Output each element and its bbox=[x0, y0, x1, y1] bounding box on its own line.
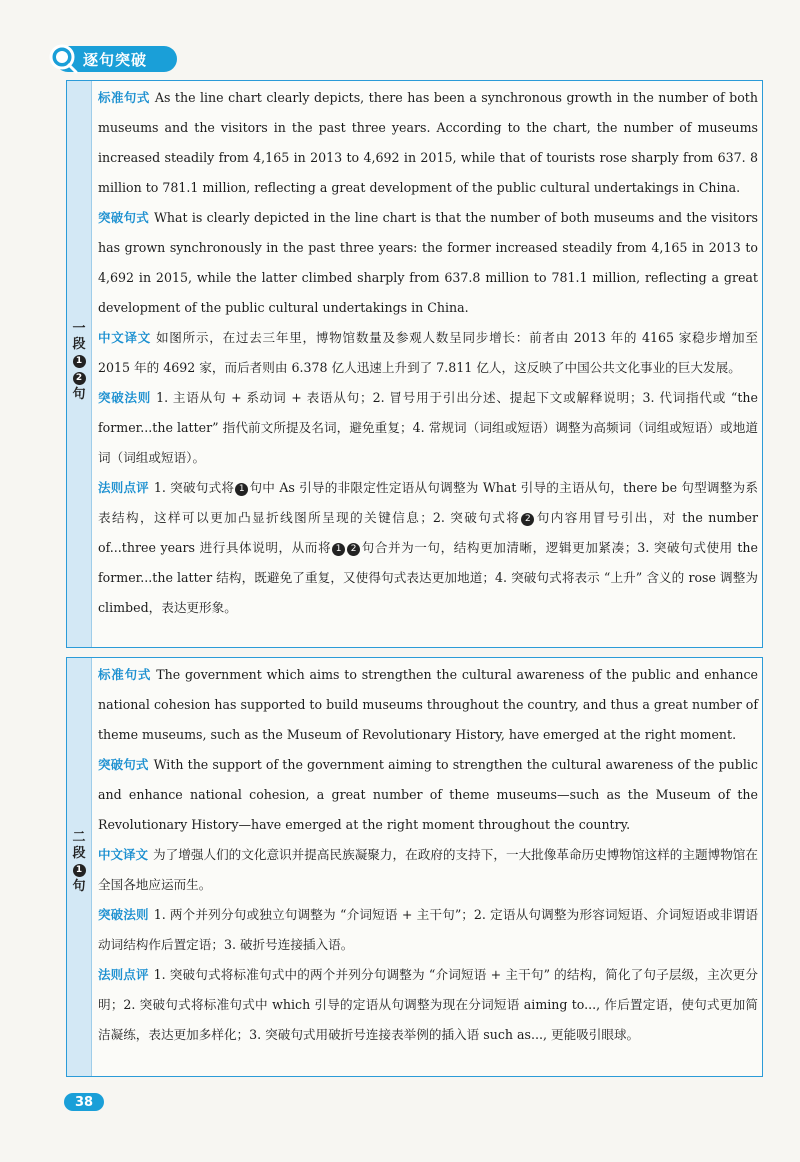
rules-comment bbox=[98, 473, 758, 623]
rules-label: 突破法则 bbox=[98, 390, 152, 405]
chinese-text: 为了增强人们的文化意识并提高民族凝聚力，在政府的支持下，一大批像革命历史博物馆这样的主题博物馆在全国各地应运而生。 bbox=[98, 847, 758, 892]
rules-label: 突破法则 bbox=[98, 907, 149, 922]
standard-label: 标准句式 bbox=[98, 667, 152, 682]
magnifier-icon bbox=[49, 44, 79, 74]
breakthrough-text: What is clearly depicted in the line chart is that the number of both museums and the visitors has grown synchronously in the past three years: the former increased steadily from 4,165 in 2013 to 4,692 in 2015, while the latter climbed sharply from 637.8 million to 781.1 million, reflecting a great development of the public cultural undertakings in China. bbox=[98, 210, 758, 315]
standard-label: 标准句式 bbox=[98, 90, 150, 105]
chinese-translation bbox=[98, 323, 758, 383]
breakthrough-rules bbox=[98, 900, 758, 960]
section-paragraph-1 bbox=[66, 80, 763, 648]
standard-text: As the line chart clearly depicts, there has been a synchronous growth in the number of both museums and the visitors in the past three years. According to the chart, the number of museums increased steadily from 4,165 in 2013 to 4,692 in 2015, while that of tourists rose sharply from 637. 8 million to 781.1 million, reflecting a great development of the public cultural undertakings in China. bbox=[98, 90, 758, 195]
section-header bbox=[55, 46, 177, 72]
side-label-char: 句 bbox=[72, 387, 86, 402]
comment-label: 法则点评 bbox=[98, 480, 149, 495]
comment-text: 句内容用冒号引出，对 the number of...three years 进行具体说明，从而将 bbox=[98, 510, 758, 555]
side-label-number: 1 bbox=[73, 355, 86, 368]
standard-sentence bbox=[98, 660, 758, 750]
comment-text: 1. 突破句式将标准句式中的两个并列分句调整为 “介词短语 + 主干句” 的结构，简化了句子层级，主次更分明；2. 突破句式将标准句式中 which 引导的定语从句调整为现在分词短语 aiming to..., 作后置定语，使句式更加简洁凝练，表达更加多样化；3. 突破句式用破折号连接表举例的插入语 such as..., 更能吸引眼球。 bbox=[98, 967, 758, 1042]
standard-sentence bbox=[98, 83, 758, 203]
side-label-char: 段 bbox=[72, 846, 86, 861]
rules-text: 1. 两个并列分句或独立句调整为 “介词短语 + 主干句”；2. 定语从句调整为形容词短语、介词短语或非谓语动词结构作后置定语；3. 破折号连接插入语。 bbox=[98, 907, 758, 952]
sentence-number-badge: 2 bbox=[521, 513, 534, 526]
header-title: 逐句突破 bbox=[83, 50, 148, 69]
chinese-label: 中文译文 bbox=[98, 330, 151, 345]
comment-text: 句合并为一句，结构更加清晰，逻辑更加紧凑；3. 突破句式使用 the former...the latter 结构，既避免了重复，又使得句式表达更加地道；4. 突破句式将表示 “上升” 含义的 rose 调整为 climbed，表达更形象。 bbox=[98, 540, 758, 615]
side-label-1 bbox=[70, 321, 88, 403]
comment-text: 1. 突破句式将 bbox=[153, 480, 235, 495]
side-label-number: 2 bbox=[73, 372, 86, 385]
breakthrough-rules bbox=[98, 383, 758, 473]
section-content bbox=[92, 81, 762, 647]
breakthrough-label: 突破句式 bbox=[98, 210, 149, 225]
side-label-char: 段 bbox=[72, 337, 86, 352]
rules-comment bbox=[98, 960, 758, 1050]
chinese-text: 如图所示，在过去三年里，博物馆数量及参观人数呈同步增长：前者由 2013 年的 4165 家稳步增加至 2015 年的 4692 家，而后者则由 6.378 亿人迅速上升到了 7.811 亿人，这反映了中国公共文化事业的巨大发展。 bbox=[98, 330, 758, 375]
section-content bbox=[92, 658, 762, 1076]
breakthrough-sentence bbox=[98, 203, 758, 323]
comment-label: 法则点评 bbox=[98, 967, 149, 982]
page-number: 38 bbox=[64, 1093, 104, 1111]
side-label-number: 1 bbox=[73, 864, 86, 877]
comment-text: 句中 As 引导的非限定性定语从句调整为 What 引导的主语从句，there be 句型调整为系表结构，这样可以更加凸显折线图所呈现的关键信息；2. 突破句式将 bbox=[98, 480, 758, 525]
sentence-number-badge: 1 bbox=[235, 483, 248, 496]
sentence-number-badge: 2 bbox=[347, 543, 360, 556]
sentence-number-badge: 1 bbox=[332, 543, 345, 556]
standard-text: The government which aims to strengthen the cultural awareness of the public and enhance national cohesion has supported to build museums throughout the country, and thus a great number of theme museums, such as the Museum of Revolutionary History, have emerged at the right moment. bbox=[98, 667, 758, 742]
breakthrough-text: With the support of the government aiming to strengthen the cultural awareness of the public and enhance national cohesion, a great number of theme museums—such as the Museum of the Revolutionary History—have emerged at the right moment throughout the country. bbox=[98, 757, 758, 832]
section-paragraph-2 bbox=[66, 657, 763, 1077]
side-label-char: 句 bbox=[72, 879, 86, 894]
breakthrough-label: 突破句式 bbox=[98, 757, 149, 772]
chinese-translation bbox=[98, 840, 758, 900]
side-label-2 bbox=[70, 830, 88, 895]
rules-text: 1. 主语从句 + 系动词 + 表语从句；2. 冒号用于引出分述、提起下文或解释说明；3. 代词指代或 “the former...the latter” 指代前文所提及名词，避免重复；4. 常规词（词组或短语）调整为高频词（词组或短语）或地道词（词组或短语）。 bbox=[98, 390, 758, 465]
side-label-char: 一 bbox=[72, 321, 86, 336]
chinese-label: 中文译文 bbox=[98, 847, 149, 862]
breakthrough-sentence bbox=[98, 750, 758, 840]
side-label-char: 二 bbox=[72, 830, 86, 845]
